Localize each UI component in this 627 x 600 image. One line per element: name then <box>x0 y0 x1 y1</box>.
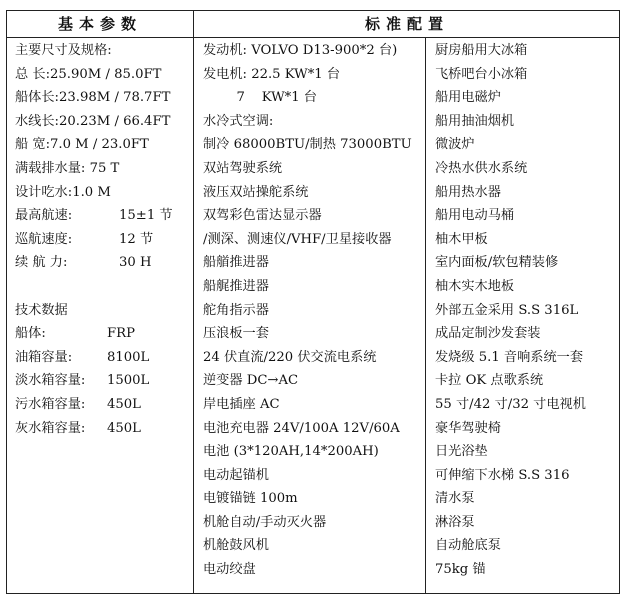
hull-length: 船体长:23.98M / 78.7FT <box>15 90 171 106</box>
config-amenities-item: 豪华驾驶椅 <box>435 420 501 436</box>
config-amenities-item: 船用电动马桶 <box>435 208 515 224</box>
table-header <box>7 11 619 38</box>
config-amenities-item: 日光浴垫 <box>435 444 488 460</box>
config-systems-item: 水冷式空调: <box>203 113 274 129</box>
config-amenities-item: 厨房船用大冰箱 <box>435 43 528 58</box>
endurance-label: 续 航 力: <box>15 255 68 271</box>
config-amenities-item: 自动舱底泵 <box>435 538 501 554</box>
config-systems-item: /测深、测速仪/VHF/卫星接收器 <box>203 231 392 247</box>
config-systems-item: 岸电插座 AC <box>203 396 280 412</box>
config-amenities-item: 外部五金采用 S.S 316L <box>435 302 579 318</box>
freshwater-tank-row <box>15 369 193 393</box>
hull-material-value: FRP <box>107 326 135 342</box>
hull-material-label: 船体: <box>15 326 46 342</box>
waterline-length: 水线长:20.23M / 66.4FT <box>15 113 171 129</box>
column-divider-2 <box>425 37 426 593</box>
config-systems-item: 发电机: 22.5 KW*1 台 <box>203 66 341 82</box>
hull-material-row <box>15 322 193 346</box>
config-systems-item: 逆变器 DC→AC <box>203 373 299 389</box>
config-systems-item: 制冷 68000BTU/制热 73000BTU <box>203 137 412 153</box>
max-speed-label: 最高航速: <box>15 208 73 224</box>
config-systems-item: 电动绞盘 <box>203 562 256 578</box>
sewage-tank-label: 污水箱容量: <box>15 396 86 412</box>
config-amenities-item: 卡拉 OK 点歌系统 <box>435 373 544 389</box>
config-systems-item: 电池 (3*120AH,14*200AH) <box>203 444 379 460</box>
config-systems-item: 压浪板一套 <box>203 326 269 342</box>
cruise-speed-row <box>15 228 193 252</box>
spacer-row <box>15 275 193 299</box>
config-amenities-item: 55 寸/42 寸/32 寸电视机 <box>435 396 586 412</box>
greywater-tank-value: 450L <box>107 420 141 436</box>
greywater-tank-label: 灰水箱容量: <box>15 420 86 436</box>
config-amenities-item: 柚木实木地板 <box>435 278 515 294</box>
fuel-tank-label: 油箱容量: <box>15 349 73 365</box>
config-amenities-item: 可伸缩下水梯 S.S 316 <box>435 467 570 483</box>
cruise-speed-label: 巡航速度: <box>15 231 73 247</box>
config-amenities-item: 船用电磁炉 <box>435 90 501 106</box>
config-systems-item: 电动起锚机 <box>203 467 269 483</box>
sewage-tank-row <box>15 393 193 417</box>
tech-heading: 技术数据 <box>15 302 68 318</box>
config-systems-item: 电池充电器 24V/100A 12V/60A <box>203 420 400 436</box>
fuel-tank-value: 8100L <box>107 349 150 365</box>
config-amenities-item: 室内面板/软包精装修 <box>435 255 559 271</box>
freshwater-tank-label: 淡水箱容量: <box>15 373 86 389</box>
basic-params-column <box>15 39 193 440</box>
config-amenities-item: 75kg 锚 <box>435 562 486 578</box>
draft: 设计吃水:1.0 M <box>15 184 111 200</box>
endurance-row <box>15 251 193 275</box>
max-speed-value: 15±1 节 <box>119 208 173 224</box>
standard-config-title: 标准配置 <box>364 15 449 33</box>
config-systems-item: 船艏推进器 <box>203 255 269 271</box>
sewage-tank-value: 450L <box>107 396 141 412</box>
config-systems-item: 24 伏直流/220 伏交流电系统 <box>203 349 377 365</box>
config-amenities-item: 冷热水供水系统 <box>435 160 528 176</box>
config-systems-item: 液压双站操舵系统 <box>203 184 309 200</box>
config-systems-item: 舵角指示器 <box>203 302 269 318</box>
displacement: 满载排水量: 75 T <box>15 160 120 176</box>
beam: 船 宽:7.0 M / 23.0FT <box>15 137 149 153</box>
config-systems-item: 7 KW*1 台 <box>203 90 317 106</box>
column-divider-1 <box>193 11 194 593</box>
endurance-value: 30 H <box>119 255 152 271</box>
config-amenities-item: 发烧级 5.1 音响系统一套 <box>435 349 584 365</box>
config-systems-item: 机舱鼓风机 <box>203 538 269 554</box>
config-amenities-item: 清水泵 <box>435 491 475 507</box>
max-speed-row <box>15 204 193 228</box>
overall-length: 总 长:25.90M / 85.0FT <box>15 66 162 82</box>
cruise-speed-value: 12 节 <box>119 231 154 247</box>
config-amenities-item: 柚木甲板 <box>435 231 488 247</box>
config-amenities-item: 成品定制沙发套装 <box>435 326 541 342</box>
config-amenities-item: 淋浴泵 <box>435 514 475 530</box>
dims-heading: 主要尺寸及规格: <box>15 43 112 58</box>
config-systems-item: 双站驾驶系统 <box>203 160 283 176</box>
freshwater-tank-value: 1500L <box>107 373 150 389</box>
standard-config-amenities-column <box>435 39 621 582</box>
config-amenities-item: 船用热水器 <box>435 184 501 200</box>
config-systems-item: 发动机: VOLVO D13-900*2 台) <box>203 43 398 58</box>
config-amenities-item: 船用抽油烟机 <box>435 113 515 129</box>
fuel-tank-row <box>15 346 193 370</box>
config-amenities-item: 飞桥吧台小冰箱 <box>435 66 528 82</box>
spec-table <box>6 10 620 594</box>
config-systems-item: 机舱自动/手动灭火器 <box>203 514 327 530</box>
config-amenities-item: 微波炉 <box>435 137 475 153</box>
config-systems-item: 船艉推进器 <box>203 278 269 294</box>
config-systems-item: 电镀锚链 100m <box>203 491 298 507</box>
standard-config-systems-column <box>203 39 421 582</box>
config-systems-item: 双驾彩色雷达显示器 <box>203 208 322 224</box>
basic-params-title: 基本参数 <box>57 15 142 33</box>
greywater-tank-row <box>15 417 193 441</box>
